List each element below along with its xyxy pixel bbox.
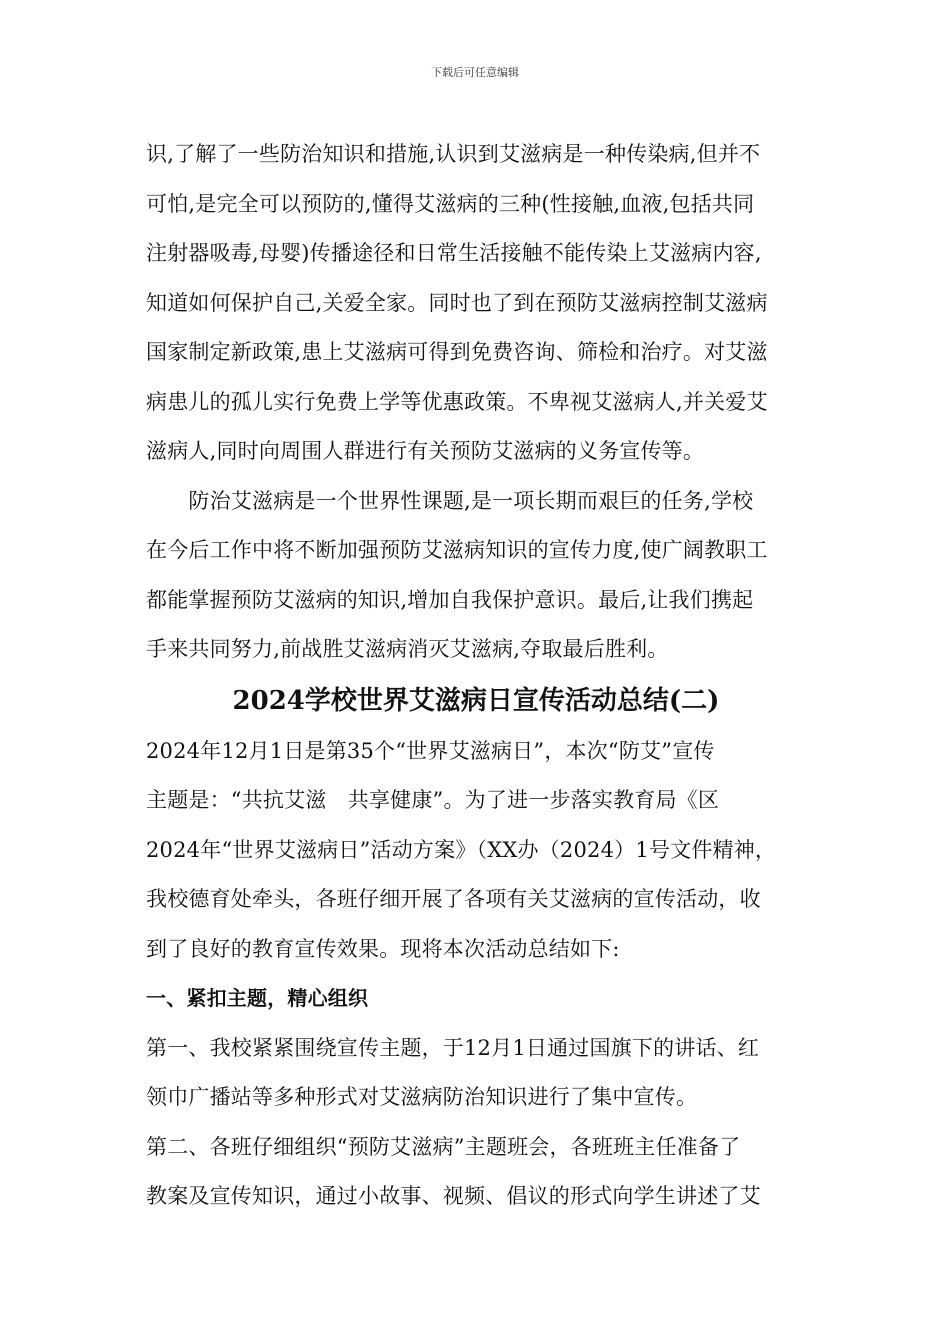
page-header: 下载后可任意编辑 (431, 66, 519, 79)
text-line: 滋病人,同时向周围人群进行有关预防艾滋病的义务宣传等。 (146, 439, 705, 463)
document-body (146, 130, 816, 1222)
text-line: 防治艾滋病是一个世界性课题,是一项长期而艰巨的任务,学校 (146, 488, 754, 513)
text-line: 教案及宣传知识，通过小故事、视频、倡议的形式向学生讲述了艾 (146, 1184, 761, 1208)
text-line: 2024年“世界艾滋病日”活动方案》（XX办（2024）1号文件精神， (146, 837, 777, 862)
text-line: 领巾广播站等多种形式对艾滋病防治知识进行了集中宣传。 (146, 1085, 698, 1109)
subheading: 一、紧扣主题，精心组织 (146, 986, 369, 1010)
text-line: 主题是：“共抗艾滋 共享健康”。为了进一步落实教育局《区 (146, 788, 720, 812)
text-line: 2024年12月1日是第35个“世界艾滋病日”，本次“防艾”宣传 (146, 738, 715, 763)
text-line: 第一、我校紧紧围绕宣传主题，于12月1日通过国旗下的讲话、红 (146, 1035, 760, 1060)
text-line: 在今后工作中将不断加强预防艾滋病知识的宣传力度,使广阔教职工 (146, 538, 768, 562)
text-line: 都能掌握预防艾滋病的知识,增加自我保护意识。最后,让我们携起 (146, 587, 754, 612)
text-line: 识,了解了一些防治知识和措施,认识到艾滋病是一种传染病,但并不 (146, 142, 761, 166)
text-line: 国家制定新政策,患上艾滋病可得到免费咨询、筛检和治疗。对艾滋 (146, 340, 768, 364)
section-title: 2024学校世界艾滋病日宣传活动总结(二) (232, 685, 720, 716)
text-line: 我校德育处牵头，各班仔细开展了各项有关艾滋病的宣传活动，收 (146, 887, 761, 911)
text-line: 第二、各班仔细组织“预防艾滋病”主题班会，各班班主任准备了 (146, 1134, 741, 1159)
text-line: 手来共同努力,前战胜艾滋病消灭艾滋病,夺取最后胜利。 (146, 637, 669, 661)
text-line: 注射器吸毒,母婴)传播途径和日常生活接触不能传染上艾滋病内容, (146, 241, 762, 265)
text-line: 到了良好的教育宣传效果。现将本次活动总结如下: (146, 936, 620, 961)
text-line: 知道如何保护自己,关爱全家。同时也了到在预防艾滋病控制艾滋病 (146, 290, 768, 315)
text-line: 可怕,是完全可以预防的,懂得艾滋病的三种(性接触,血液,包括共同 (146, 191, 755, 216)
text-line: 病患儿的孤儿实行免费上学等优惠政策。不卑视艾滋病人,并关爱艾 (146, 389, 768, 414)
